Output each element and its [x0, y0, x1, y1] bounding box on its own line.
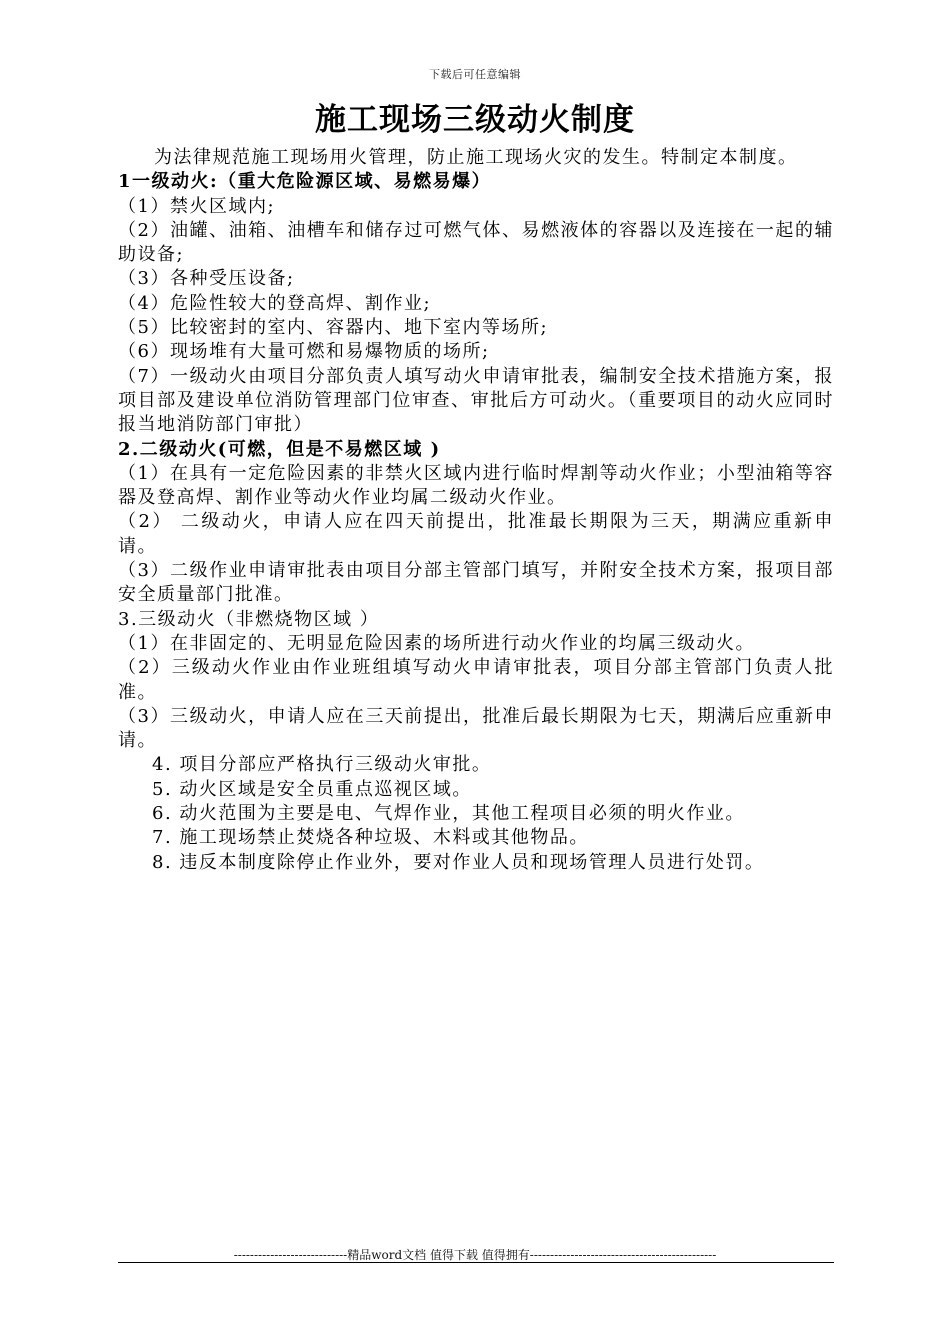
section-1-item: （4）危险性较大的登高焊、割作业; [118, 292, 432, 314]
document-body [118, 146, 834, 875]
intro-paragraph: 为法律规范施工现场用火管理，防止施工现场火灾的发生。特制定本制度。 [154, 147, 798, 168]
numbered-item: 6. 动火范围为主要是电、气焊作业，其他工程项目必须的明火作业。 [152, 803, 745, 825]
section-3-item: （3）三级动火，申请人应在三天前提出，批准后最长期限为七天，期满后应重新申请。 [118, 705, 834, 752]
section-1-item: （6）现场堆有大量可燃和易爆物质的场所; [118, 341, 490, 363]
section-2-item: （1）在具有一定危险因素的非禁火区域内进行临时焊割等动火作业；小型油箱等容器及登高焊、割作业等动火作业均属二级动火作业。 [118, 462, 834, 509]
section-1-item: （3）各种受压设备; [118, 268, 295, 290]
section-1-item: （5）比较密封的室内、容器内、地下室内等场所; [118, 317, 549, 339]
numbered-item: 7. 施工现场禁止焚烧各种垃圾、木料或其他物品。 [152, 827, 589, 849]
section-2-item: （3）二级作业申请审批表由项目分部主管部门填写，并附安全技术方案，报项目部安全质量部门批准。 [118, 560, 834, 606]
section-2-item: （2） 二级动火，申请人应在四天前提出，批准最长期限为三天，期满应重新申请。 [118, 511, 834, 557]
numbered-item: 4. 项目分部应严格执行三级动火审批。 [152, 754, 492, 776]
section-1-item: （2）油罐、油箱、油槽车和储存过可燃气体、易燃液体的容器以及连接在一起的辅助设备; [118, 219, 834, 266]
header-note: 下载后可任意编辑 [429, 68, 521, 81]
section-1-heading: 1一级动火:（重大危险源区域、易燃易爆） [118, 171, 492, 193]
section-3-heading: 3.三级动火（非燃烧物区域 ） [118, 608, 380, 630]
section-1-item: （7）一级动火由项目分部负责人填写动火申请审批表，编制安全技术措施方案，报项目部及建设单位消防管理部门位审查、审批后方可动火。（重要项目的动火应同时报当地消防部门审批） [118, 365, 834, 436]
section-2-heading: 2.二级动火(可燃，但是不易燃区域 ) [118, 438, 441, 460]
section-3-item: （1）在非固定的、无明显危险因素的场所进行动火作业的均属三级动火。 [118, 632, 755, 654]
footer-text: ----------------------------精品word文档 值得下载 值得拥有---------------------------------------------- [233, 1248, 717, 1262]
page-title: 施工现场三级动火制度 [315, 102, 635, 138]
numbered-item: 5. 动火区域是安全员重点巡视区域。 [152, 778, 472, 800]
footer-divider [118, 1262, 834, 1263]
section-1-item: （1）禁火区域内; [118, 195, 276, 217]
numbered-item: 8. 违反本制度除停止作业外，要对作业人员和现场管理人员进行处罚。 [152, 851, 765, 873]
section-3-item: （2）三级动火作业由作业班组填写动火申请审批表，项目分部主管部门负责人批准。 [118, 657, 834, 703]
